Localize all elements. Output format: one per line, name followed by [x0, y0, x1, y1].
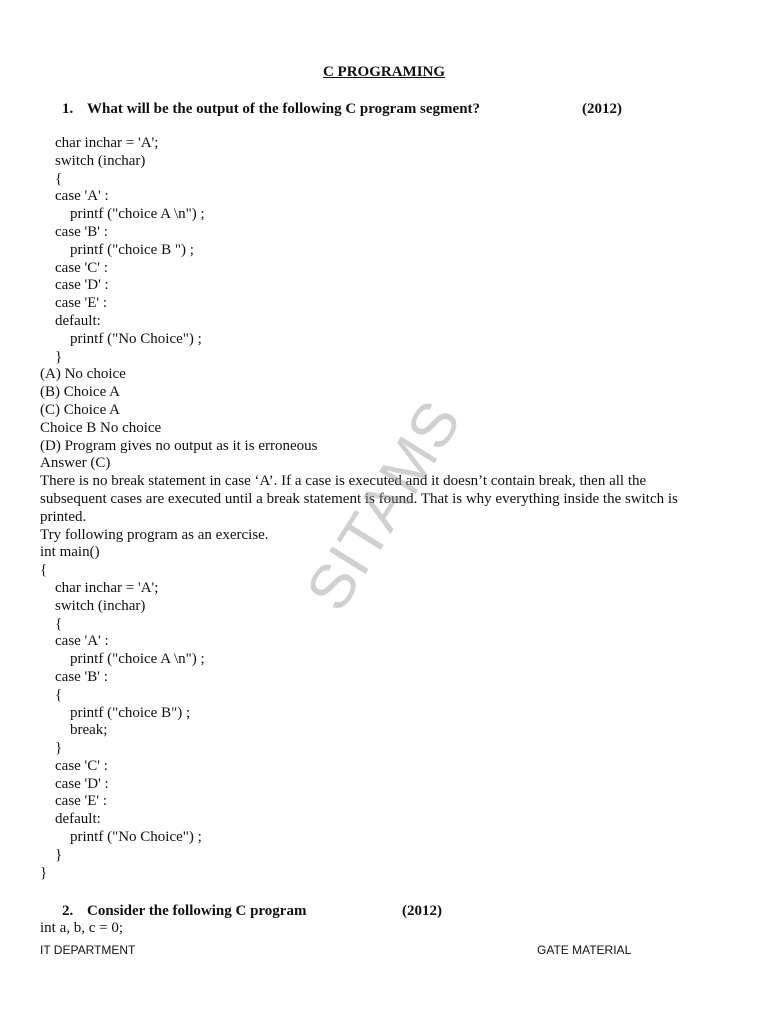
- code-line: case 'C' :: [55, 757, 108, 774]
- watermark: SITAMS: [293, 388, 475, 623]
- code-line: char inchar = 'A';: [55, 579, 159, 596]
- explanation-paragraph: There is no break statement in case ‘A’. If a case is executed and it doesn’t contain break, then all the subsequent cases are executed until a break statement is found. That is why everything inside the switch is printed.: [40, 473, 678, 525]
- code-line: case 'D' :: [55, 775, 109, 792]
- code-line: printf ("No Choice") ;: [70, 330, 202, 347]
- code-line: printf ("No Choice") ;: [70, 829, 202, 846]
- question-1-heading: [62, 101, 622, 118]
- code-line: int main(): [40, 544, 100, 561]
- code-line: {: [55, 686, 63, 703]
- code-line: printf ("choice A \n") ;: [70, 651, 205, 668]
- code-line: case 'A' :: [55, 633, 109, 650]
- code-line: }: [40, 864, 48, 881]
- code-line: case 'D' :: [55, 277, 109, 294]
- code-line: case 'E' :: [55, 295, 108, 312]
- answer-text: Answer (C): [40, 455, 111, 472]
- code-line: printf ("choice B ") ;: [70, 241, 194, 258]
- code-line: default:: [55, 312, 101, 329]
- code-line: {: [55, 170, 63, 187]
- code-line: switch (inchar): [55, 597, 146, 614]
- question-1-body: [40, 135, 690, 882]
- code-line: char inchar = 'A';: [55, 135, 159, 151]
- code-line: printf ("choice B") ;: [70, 704, 191, 721]
- option-d: (D) Program gives no output as it is erroneous: [40, 437, 318, 454]
- question-1-code: [40, 135, 690, 366]
- code-line: case 'C' :: [55, 259, 108, 276]
- option-c: (C) Choice A: [40, 401, 120, 418]
- question-1-number: 1.: [62, 101, 74, 117]
- code-line: {: [55, 615, 63, 632]
- code-line: }: [55, 846, 63, 863]
- option-c-continued: Choice B No choice: [40, 419, 162, 436]
- question-2-heading: [62, 903, 442, 920]
- code-line: printf ("choice A \n") ;: [70, 206, 205, 223]
- option-a: (A) No choice: [40, 366, 126, 383]
- code-line: case 'E' :: [55, 793, 108, 810]
- footer-left: IT DEPARTMENT: [40, 943, 136, 957]
- question-2-text: Consider the following C program: [87, 903, 307, 919]
- code-line: break;: [70, 722, 108, 739]
- code-line: }: [55, 740, 63, 757]
- option-b: (B) Choice A: [40, 384, 120, 401]
- page-title: C PROGRAMING: [322, 64, 446, 80]
- question-1-options: [40, 366, 690, 455]
- question-2-number: 2.: [62, 903, 74, 919]
- question-2-first-line: int a, b, c = 0;: [40, 920, 124, 936]
- exercise-code: [40, 544, 690, 882]
- code-line: case 'A' :: [55, 188, 109, 205]
- code-line: }: [55, 348, 63, 365]
- code-line: default:: [55, 811, 101, 828]
- code-line: case 'B' :: [55, 668, 108, 685]
- question-2-year: (2012): [402, 903, 442, 919]
- footer-right: GATE MATERIAL: [537, 943, 632, 957]
- question-2-body: [40, 920, 690, 938]
- code-line: case 'B' :: [55, 223, 108, 240]
- question-1-year: (2012): [582, 101, 622, 117]
- code-line: {: [40, 562, 48, 579]
- code-line: switch (inchar): [55, 152, 146, 169]
- exercise-intro: Try following program as an exercise.: [40, 526, 269, 543]
- question-1-text: What will be the output of the following C program segment?: [87, 101, 481, 117]
